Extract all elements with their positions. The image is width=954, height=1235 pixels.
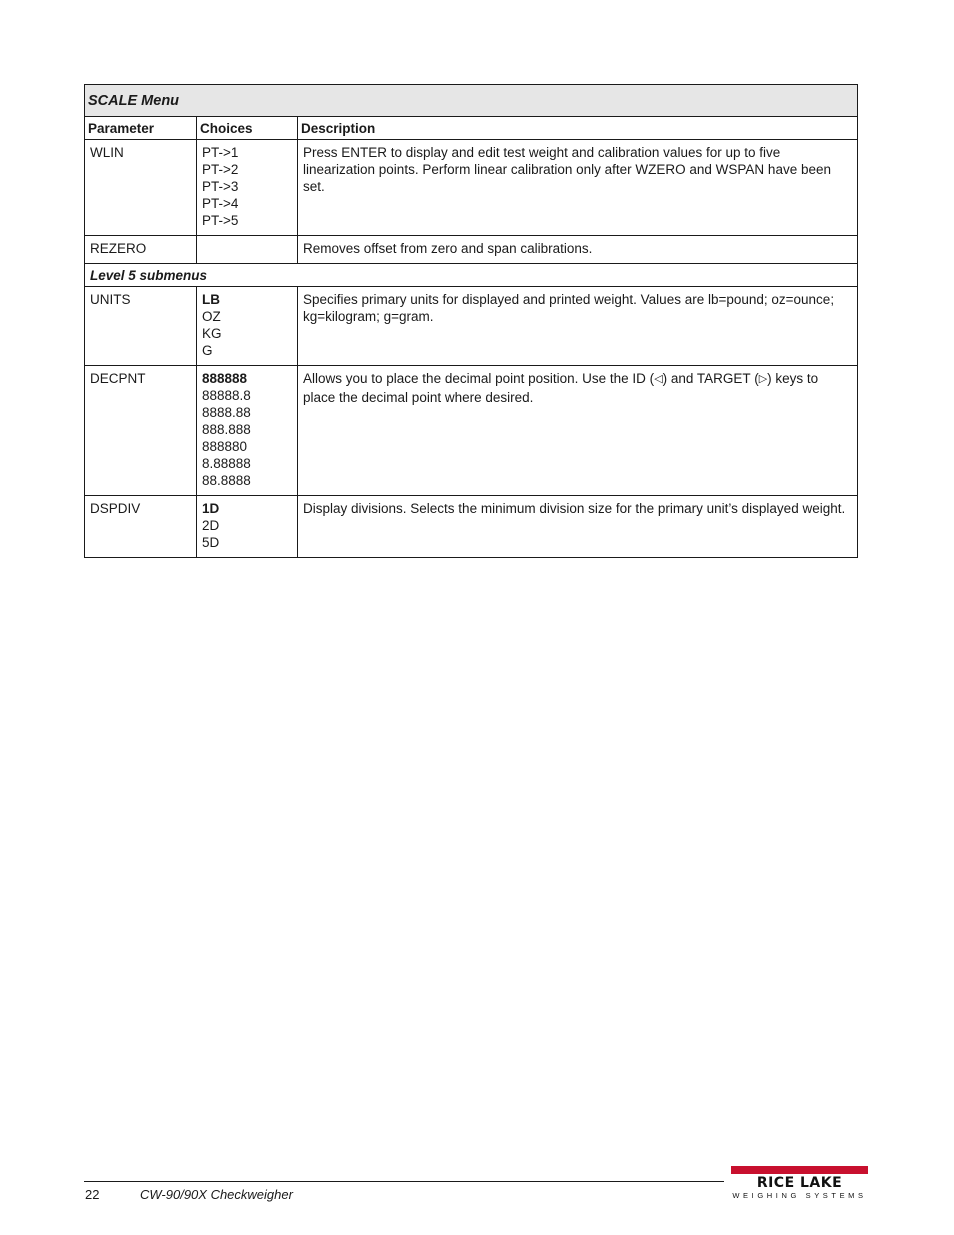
table-title: SCALE Menu — [85, 85, 858, 117]
parameter-cell: REZERO — [85, 236, 197, 264]
description-text: ) keys to place the decimal point where desired. — [303, 371, 819, 405]
choices-cell — [197, 366, 298, 496]
choice-item: PT->3 — [202, 179, 239, 194]
choice-item: 2D — [202, 518, 220, 533]
choice-item: 88.8888 — [202, 473, 251, 488]
description-text: ) and TARGET ( — [662, 371, 759, 386]
default-choice: 1D — [202, 501, 220, 516]
header-description: Description — [298, 117, 858, 140]
choice-item: 8.88888 — [202, 456, 251, 471]
default-choice: 888888 — [202, 371, 248, 386]
footer-divider — [84, 1181, 724, 1182]
table-row-wlin — [85, 140, 858, 236]
choices-cell — [197, 287, 298, 366]
parameter-cell: UNITS — [85, 287, 197, 366]
parameter-cell: DECPNT — [85, 366, 197, 496]
description-cell: Display divisions. Selects the minimum division size for the primary unit’s displayed weight. — [298, 496, 858, 558]
choices-cell — [197, 140, 298, 236]
logo-accent-bar — [731, 1166, 868, 1174]
submenu-header-row — [85, 264, 858, 287]
choices-cell — [197, 236, 298, 264]
choice-item: KG — [202, 326, 222, 341]
document-title: CW-90/90X Checkweigher — [140, 1187, 293, 1202]
parameter-cell: DSPDIV — [85, 496, 197, 558]
description-cell: Press ENTER to display and edit test weight and calibration values for up to five linearization points. Perform linear calibration only after WZERO and WSPAN have been set. — [298, 140, 858, 236]
description-text: Allows you to place the decimal point position. Use the ID ( — [303, 371, 655, 386]
choice-item: G — [202, 343, 213, 358]
page-number: 22 — [85, 1187, 100, 1202]
default-choice: LB — [202, 292, 220, 307]
table-row-decpnt — [85, 366, 858, 496]
table-row-units — [85, 287, 858, 366]
table-row-rezero — [85, 236, 858, 264]
logo-wordmark: RICE LAKE — [756, 1175, 843, 1191]
description-cell — [298, 366, 858, 496]
choice-item: 888.888 — [202, 422, 251, 437]
choice-item: 5D — [202, 535, 220, 550]
left-triangle-icon: ◁ — [654, 373, 663, 385]
scale-menu-table — [84, 84, 858, 558]
table-title-row — [85, 85, 858, 117]
table-header-row — [85, 117, 858, 140]
logo-tagline: WEIGHING SYSTEMS — [732, 1191, 867, 1200]
choices-cell — [197, 496, 298, 558]
description-cell: Removes offset from zero and span calibrations. — [298, 236, 858, 264]
rice-lake-logo — [731, 1166, 868, 1200]
submenu-label: Level 5 submenus — [85, 264, 858, 287]
choice-item: PT->2 — [202, 162, 239, 177]
parameter-cell: WLIN — [85, 140, 197, 236]
choice-item: 8888.88 — [202, 405, 251, 420]
choice-item: PT->4 — [202, 196, 239, 211]
right-triangle-icon: ▷ — [758, 373, 768, 385]
header-parameter: Parameter — [85, 117, 197, 140]
choice-item: 888880 — [202, 439, 248, 454]
header-choices: Choices — [197, 117, 298, 140]
choice-item: PT->1 — [202, 145, 239, 160]
description-cell: Specifies primary units for displayed and printed weight. Values are lb=pound; oz=ounce; kg=kilogram; g=gram. — [298, 287, 858, 366]
choice-item: OZ — [202, 309, 221, 324]
choice-item: 88888.8 — [202, 388, 251, 403]
choice-item: PT->5 — [202, 213, 239, 228]
table-row-dspdiv — [85, 496, 858, 558]
